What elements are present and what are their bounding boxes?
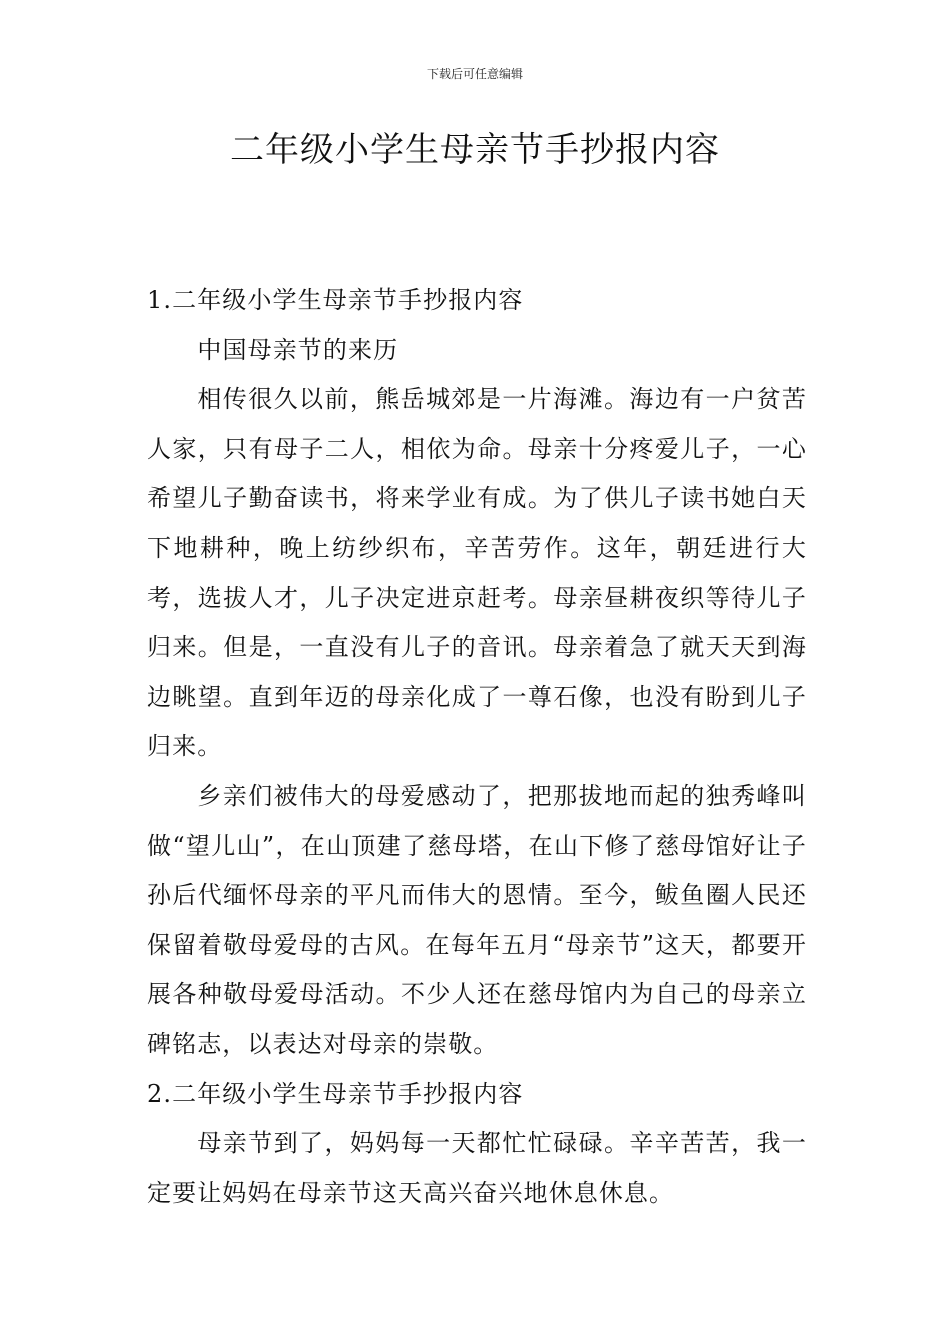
header-note: 下载后可任意编辑 bbox=[426, 67, 523, 81]
section-1-paragraph: 乡亲们被伟大的母爱感动了，把那拔地而起的独秀峰叫做“望儿山”，在山顶建了慈母塔，在山下修了慈母馆好让子孙后代缅怀母亲的平凡而伟大的恩情。至今，鲅鱼圈人民还保留着敬母爱母的古风。在每年五月“母亲节”这天，都要开展各种敬母爱母活动。不少人还在慈母馆内为自己的母亲立碑铭志，以表达对母亲的崇敬。 bbox=[147, 781, 807, 1058]
section-1-paragraph: 相传很久以前，熊岳城郊是一片海滩。海边有一户贫苦人家，只有母子二人，相依为命。母亲十分疼爱儿子，一心希望儿子勤奋读书，将来学业有成。为了供儿子读书她白天下地耕种，晚上纺纱织布，辛苦劳作。这年，朝廷进行大考，选拔人才，儿子决定进京赶考。母亲昼耕夜织等待儿子归来。但是，一直没有儿子的音讯。母亲着急了就天天到海边眺望。直到年迈的母亲化成了一尊石像，也没有盼到儿子归来。 bbox=[147, 385, 807, 761]
document-title: 二年级小学生母亲节手抄报内容 bbox=[230, 130, 720, 170]
section-2-paragraph: 母亲节到了，妈妈每一天都忙忙碌碌。辛辛苦苦，我一定要让妈妈在母亲节这天高兴奋兴地休息休息。 bbox=[147, 1129, 807, 1207]
section-2-heading: 2.二年级小学生母亲节手抄报内容 bbox=[147, 1079, 524, 1108]
document-body bbox=[147, 276, 807, 1218]
section-1-heading: 1.二年级小学生母亲节手抄报内容 bbox=[147, 286, 524, 314]
section-1-subtitle: 中国母亲节的来历 bbox=[197, 335, 399, 364]
